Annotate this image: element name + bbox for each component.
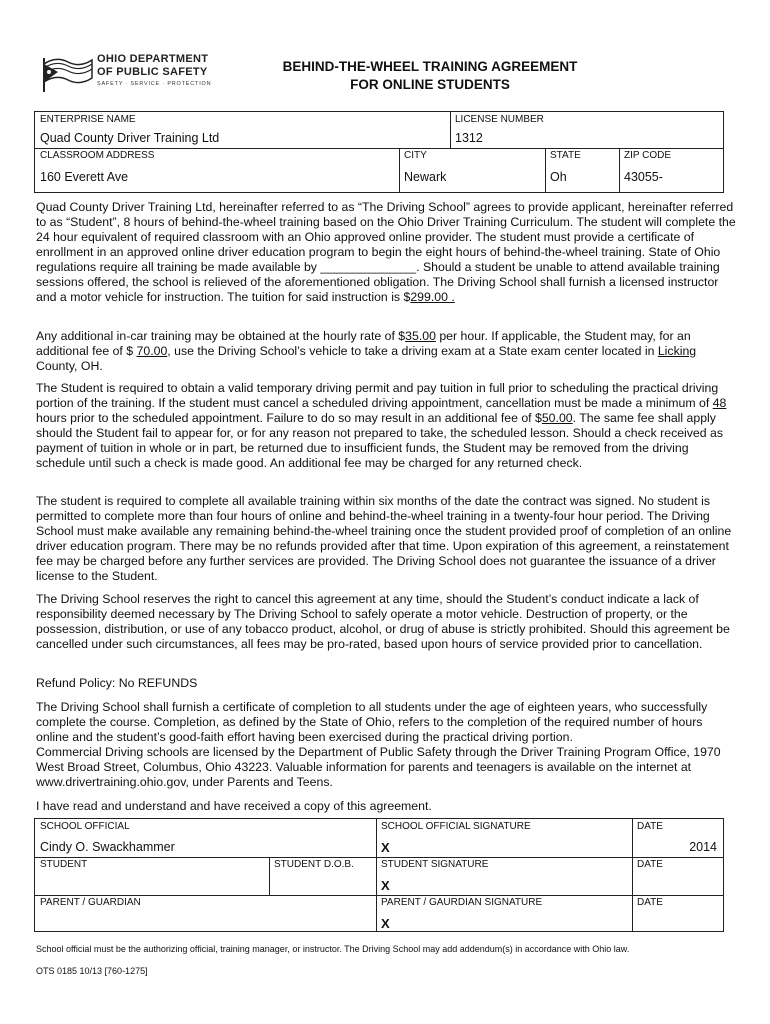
paragraph-certificate: The Driving School shall furnish a certificate of completion to all students under the age of eighteen years, who successfully complete the course. Completion, as defined by the State of Ohio, refers to the completion of the required number of hours online and the student’s good-faith effort having been exercised during the practical driving portion. (36, 700, 708, 744)
school-official-label: SCHOOL OFFICIAL (40, 821, 130, 832)
zip-cell[interactable] (619, 148, 725, 194)
title-line-2: FOR ONLINE STUDENTS (350, 77, 510, 92)
signature-x-mark: X (381, 878, 390, 893)
refund-policy: Refund Policy: No REFUNDS (36, 676, 198, 690)
exam-county: Licking (657, 344, 697, 358)
acknowledgement-text: I have read and understand and have received a copy of this agreement. (36, 799, 432, 813)
state-value: Oh (550, 170, 567, 184)
student-dob-label: STUDENT D.O.B. (274, 859, 354, 870)
school-official-signature-label: SCHOOL OFFICIAL SIGNATURE (381, 821, 531, 832)
student-signature-label: STUDENT SIGNATURE (381, 859, 489, 870)
official-date-cell[interactable] (632, 819, 725, 857)
classroom-address-cell[interactable] (35, 148, 399, 194)
school-official-cell[interactable] (35, 819, 376, 857)
parent-signature-cell[interactable] (376, 895, 632, 933)
p3-text-c: . The same fee shall apply should the Student fail to appear for, or for any reason not prepared to take, the scheduled lesson. Should a check received as payment of tuition in whole or in part, be returned due to insufficient funds, the Student may be removed from the driving schedule until such a check is made good. An additional fee may be charged for any returned check. (36, 411, 724, 470)
paragraph-training-terms (36, 200, 736, 305)
cancel-hours: 48 (712, 396, 727, 410)
paragraph-permit-cancellation (36, 381, 736, 471)
ohio-flag-logo-icon (40, 50, 94, 94)
p2-text-a: Any additional in-car training may be obtained at the hourly rate of $ (36, 329, 406, 343)
footer-note: School official must be the authorizing official, training manager, or instructor. The Driving School may add addendum(s) in accordance with Ohio law. (36, 944, 630, 954)
cancel-fee: 50.00 (541, 411, 573, 425)
signature-x-mark: X (381, 916, 390, 931)
license-number-cell[interactable] (450, 112, 725, 148)
parent-date-label: DATE (637, 897, 663, 908)
p3-text-b: hours prior to the scheduled appointment. Failure to do so may result in an additional fee of $ (36, 411, 542, 425)
p1-text-b: . Should a student be unable to attend available training sessions offered, the school is relieved of the aforementioned obligation. The Driving School shall furnish a licensed instructor and a motor vehicle for instruction. The tuition for said instruction is $ (36, 260, 720, 304)
parent-guardian-cell[interactable] (35, 895, 376, 933)
license-number-value: 1312 (455, 131, 483, 145)
paragraph-completion-time: The student is required to complete all available training within six months of the date the contract was signed. No student is permitted to complete more than four hours of online and behind-the-wheel training in a twenty-four hour period. The Driving School must make available any remaining behind-the-wheel training once the student provided proof of completion of an online driver education program. There may be no refunds provided after that time. Upon expiration of this agreement, a reinstatement fee may be charged before any further services are provided. The Driving School does not guarantee the issuance of a driver license to the Student. (36, 494, 732, 583)
student-label: STUDENT (40, 859, 88, 870)
paragraph-licensing-info: Commercial Driving schools are licensed by the Department of Public Safety through the Driver Training Program Office, 1970 West Broad Street, Columbus, Ohio 43223. Valuable information for parents and teenagers is available on the internet at www.drivertraining.ohio.gov, under Parents and Teens. (36, 745, 721, 789)
parent-signature-label: PARENT / GAURDIAN SIGNATURE (381, 897, 543, 908)
enterprise-name-label: ENTERPRISE NAME (40, 114, 136, 125)
student-date-label: DATE (637, 859, 663, 870)
city-label: CITY (404, 150, 427, 161)
state-cell[interactable] (545, 148, 619, 194)
official-date-value: 2014 (689, 840, 717, 854)
hourly-rate: 35.00 (405, 329, 436, 343)
odps-logo (40, 50, 225, 96)
signature-table (34, 818, 724, 932)
logo-line-2: OF PUBLIC SAFETY (97, 66, 208, 78)
p2-text-d: County, OH. (36, 359, 103, 373)
zip-value: 43055- (624, 170, 663, 184)
school-info-table (34, 111, 724, 193)
enterprise-name-cell[interactable] (35, 112, 450, 148)
training-deadline-blank[interactable]: ______________ (320, 260, 417, 274)
tuition-amount: 299.00 (410, 290, 448, 304)
p2-text-b: per hour. If applicable, the Student may, for an additional fee of $ (36, 329, 691, 358)
title-line-1: BEHIND-THE-WHEEL TRAINING AGREEMENT (282, 59, 578, 74)
p1-text-a: Quad County Driver Training Ltd, hereinafter referred to as “The Driving School” agrees to provide applicant, hereinafter referred to as “Student”, 8 hours of behind-the-wheel training based on the Ohio Driver Training Curriculum. The student will complete the 24 hour equivalent of required classroom with an Ohio approved online provider. The student must provide a certificate of enrollment in an approved online driver education program to begin the eight hours of behind-the-wheel training. State of Ohio regulations require all training be made available by (36, 200, 736, 274)
enterprise-name-value: Quad County Driver Training Ltd (40, 131, 220, 145)
city-value: Newark (404, 170, 447, 184)
form-id: OTS 0185 10/13 [760-1275] (36, 966, 148, 976)
classroom-address-value: 160 Everett Ave (40, 170, 129, 184)
paragraph-cancellation-right: The Driving School reserves the right to cancel this agreement at any time, should the Student’s conduct indicate a lack of responsibility deemed necessary by The Driving School to safely operate a motor vehicle. Destruction of property, or the possession, distribution, or use of any tobacco product, alcohol, or drug of abuse is strictly prohibited. Should this agreement be cancelled under such circumstances, all fees may be pro-rated, based upon hours of service provided prior to cancellation. (36, 592, 730, 651)
classroom-address-label: CLASSROOM ADDRESS (40, 150, 155, 161)
paragraph-additional-training (36, 329, 736, 374)
license-number-label: LICENSE NUMBER (455, 114, 544, 125)
p1-text-c: . (447, 290, 455, 304)
student-signature-cell[interactable] (376, 857, 632, 895)
student-cell[interactable] (35, 857, 269, 895)
logo-tagline: SAFETY · SERVICE · PROTECTION (97, 81, 212, 87)
official-date-label: DATE (637, 821, 663, 832)
zip-label: ZIP CODE (624, 150, 672, 161)
p3-text-a: The Student is required to obtain a valid temporary driving permit and pay tuition in full prior to scheduling the practical driving portion of the training. If the student must cancel a scheduled driving appointment, cancellation must be made a minimum of (36, 381, 719, 410)
parent-date-cell[interactable] (632, 895, 725, 933)
vehicle-fee: 70.00 (136, 344, 168, 358)
school-official-signature-cell[interactable] (376, 819, 632, 857)
student-date-cell[interactable] (632, 857, 725, 895)
city-cell[interactable] (399, 148, 545, 194)
logo-line-1: OHIO DEPARTMENT (97, 53, 209, 65)
student-dob-cell[interactable] (269, 857, 376, 895)
state-label: STATE (550, 150, 581, 161)
school-official-value: Cindy O. Swackhammer (40, 840, 175, 854)
signature-x-mark: X (381, 840, 390, 855)
parent-guardian-label: PARENT / GUARDIAN (40, 897, 141, 908)
p2-text-c: , use the Driving School’s vehicle to take a driving exam at a State exam center located in (167, 344, 658, 358)
form-title (240, 58, 620, 94)
